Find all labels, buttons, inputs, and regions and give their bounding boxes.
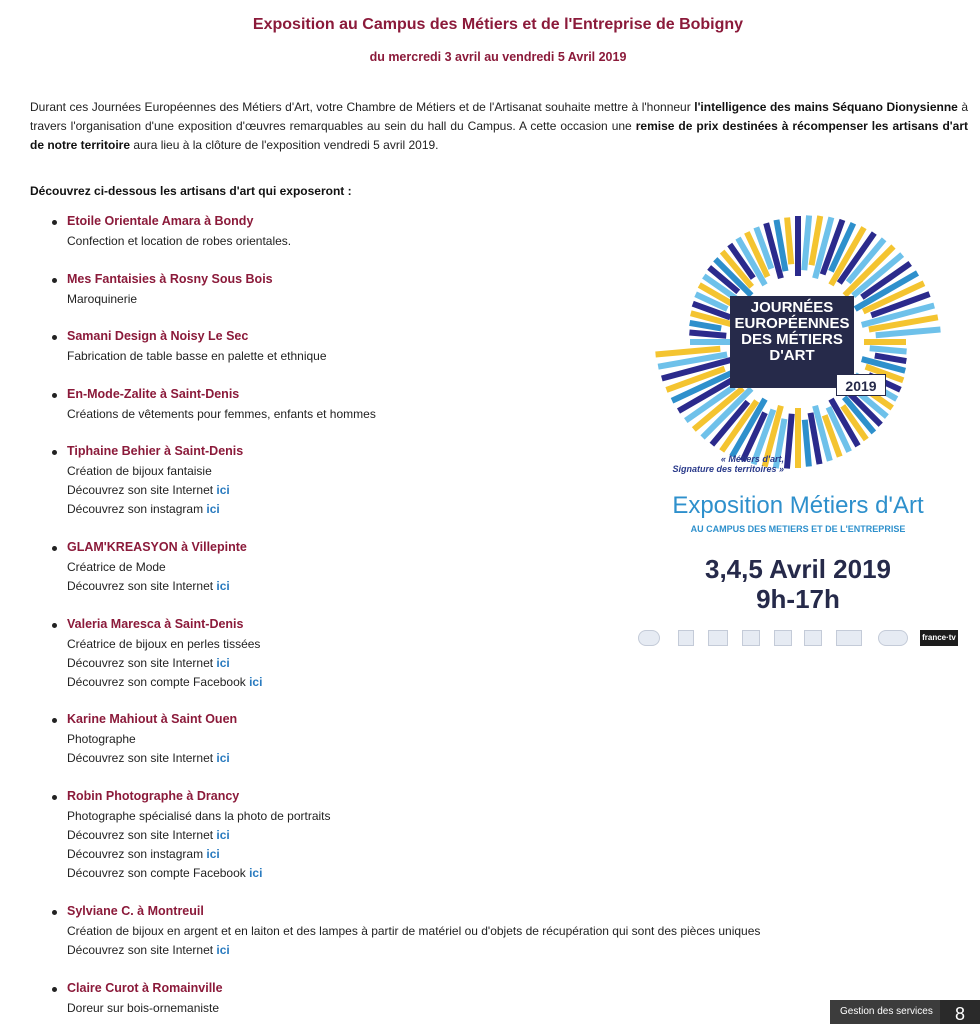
badge-line: EUROPÉENNES (734, 315, 850, 332)
link-label: Découvrez son compte Facebook (67, 675, 250, 689)
artisan-description: Photographe spécialisé dans la photo de portraits (67, 809, 331, 823)
artisan-name: Karine Mahiout à Saint Ouen (67, 712, 238, 726)
partner-logo-icon (804, 630, 822, 646)
artisan-link-line (67, 502, 220, 516)
page-title: Exposition au Campus des Métiers et de l'Entreprise de Bobigny (252, 16, 744, 33)
artisan-name: En-Mode-Zalite à Saint-Denis (67, 387, 240, 401)
artisan-name: Mes Fantaisies à Rosny Sous Bois (67, 272, 273, 286)
poster-hours: 9h-17h (756, 584, 840, 614)
artisan-name: Valeria Maresca à Saint-Denis (67, 617, 244, 631)
exhibition-poster (628, 192, 968, 662)
artisan-description: Photographe (67, 732, 136, 746)
sunburst-ray (804, 215, 809, 270)
sunburst-ray (876, 330, 941, 336)
artisan-description: Création de bijoux en argent et en laiton et des lampes à partir de matériel ou d'objets de récupération qui sont des pièces uniques (67, 924, 761, 938)
partner-logo-icon (878, 630, 908, 646)
poster-title: Exposition Métiers d'Art (672, 492, 924, 519)
artisan-name: Sylviane C. à Montreuil (67, 904, 204, 918)
services-count-badge[interactable]: 8 (940, 1000, 980, 1024)
ici-link[interactable]: ici (216, 579, 230, 593)
bullet-icon (52, 795, 57, 800)
bullet-icon (52, 278, 57, 283)
artisan-description: Créatrice de Mode (67, 560, 166, 574)
artisan-link-line (67, 579, 230, 593)
ici-link[interactable]: ici (216, 828, 230, 842)
bullet-icon (52, 623, 57, 628)
services-label[interactable]: Gestion des services (840, 1006, 933, 1017)
badge-line: JOURNÉES (750, 299, 834, 316)
ici-link[interactable]: ici (216, 751, 230, 765)
artisan-description: Créations de vêtements pour femmes, enfants et hommes (67, 407, 376, 421)
tagline-line-2: Signature des territoires » (672, 464, 784, 474)
artisan-description: Créatrice de bijoux en perles tissées (67, 637, 261, 651)
artisan-name: GLAM'KREASYON à Villepinte (67, 540, 247, 554)
sunburst-ray (875, 356, 907, 362)
artisan-name: Claire Curot à Romainville (67, 981, 223, 995)
intro-bold-2: remise de prix destinées à récompenser les artisans d'art de notre territoire (30, 119, 969, 152)
artisan-description: Création de bijoux fantaisie (67, 464, 212, 478)
bullet-icon (52, 450, 57, 455)
bullet-icon (52, 220, 57, 225)
intro-text-2: à travers l'organisation d'une exposition d'œuvres remarquables au sein du hall du Campus. A cette occasion une (30, 100, 969, 133)
link-label: Découvrez son site Internet (67, 751, 217, 765)
intro-text-1: Durant ces Journées Européennes des Métiers d'Art, votre Chambre de Métiers et de l'Artisanat souhaite mettre à l'honneur (30, 100, 695, 114)
tagline-line-1: « Métiers d'art, (720, 454, 784, 464)
sunburst-ray (689, 333, 726, 336)
intro-bold-1: l'intelligence des mains Séquano Dionysienne (694, 100, 958, 114)
ici-link[interactable]: ici (249, 866, 263, 880)
intro-text-3: aura lieu à la clôture de l'exposition vendredi 5 avril 2019. (130, 138, 439, 152)
partner-logo-icon (742, 630, 760, 646)
sunburst-ray (787, 414, 792, 469)
artisan-link-line (67, 675, 262, 689)
partner-logo-icon (708, 630, 728, 646)
link-label: Découvrez son instagram (67, 847, 207, 861)
artisan-description: Doreur sur bois-ornemaniste (67, 1001, 220, 1015)
ici-link[interactable]: ici (216, 943, 230, 957)
bullet-icon (52, 393, 57, 398)
artisan-link-line (67, 943, 230, 957)
link-label: Découvrez son site Internet (67, 656, 217, 670)
artisan-link-line (67, 483, 230, 497)
bullet-icon (52, 335, 57, 340)
artisan-link-line (67, 847, 220, 861)
partner-logo-icon (678, 630, 694, 646)
artisan-name: Tiphaine Behier à Saint-Denis (67, 444, 244, 458)
artisan-link-line (67, 751, 230, 765)
ici-link[interactable]: ici (206, 502, 220, 516)
link-label: Découvrez son site Internet (67, 579, 217, 593)
link-label: Découvrez son instagram (67, 502, 207, 516)
services-widget[interactable] (830, 1000, 980, 1024)
partner-logo-icon (836, 630, 862, 646)
sunburst-ray (805, 420, 809, 467)
poster-year: 2019 (836, 374, 886, 396)
sunburst-ray (656, 349, 721, 355)
france-tv-logo: france·tv (920, 630, 958, 646)
artisan-link-line (67, 828, 230, 842)
sunburst-ray (690, 323, 722, 329)
badge-line: DES MÉTIERS (741, 331, 843, 348)
bullet-icon (52, 718, 57, 723)
badge-line: D'ART (769, 347, 815, 364)
artisan-description: Fabrication de table basse en palette et ethnique (67, 349, 327, 363)
poster-subtitle: AU CAMPUS DES METIERS ET DE L'ENTREPRISE (690, 524, 906, 534)
link-label: Découvrez son site Internet (67, 943, 217, 957)
link-label: Découvrez son site Internet (67, 828, 217, 842)
bullet-icon (52, 987, 57, 992)
artisan-name: Samani Design à Noisy Le Sec (67, 329, 249, 343)
partner-logo-icon (638, 630, 660, 646)
ici-link[interactable]: ici (216, 483, 230, 497)
ici-link[interactable]: ici (206, 847, 220, 861)
sunburst-ray (787, 217, 791, 264)
intro-paragraph (30, 98, 968, 155)
artisan-name: Robin Photographe à Drancy (67, 789, 240, 803)
ici-link[interactable]: ici (249, 675, 263, 689)
ici-link[interactable]: ici (216, 656, 230, 670)
link-label: Découvrez son compte Facebook (67, 866, 250, 880)
bullet-icon (52, 910, 57, 915)
partner-logo-icon (774, 630, 792, 646)
partner-logos (638, 628, 968, 650)
artisan-link-line (67, 656, 230, 670)
artisan-description: Maroquinerie (67, 292, 138, 306)
artisan-link-line (67, 866, 262, 880)
artisan-description: Confection et location de robes orientales. (67, 234, 292, 248)
link-label: Découvrez son site Internet (67, 483, 217, 497)
sunburst-ray (870, 348, 907, 351)
poster-dates: 3,4,5 Avril 2019 (705, 554, 891, 584)
poster-tagline (644, 454, 784, 474)
artisans-heading: Découvrez ci-dessous les artisans d'art qui exposeront : (30, 184, 352, 198)
artisan-name: Etoile Orientale Amara à Bondy (67, 214, 254, 228)
event-dates: du mercredi 3 avril au vendredi 5 Avril 2019 (369, 50, 627, 64)
bullet-icon (52, 546, 57, 551)
